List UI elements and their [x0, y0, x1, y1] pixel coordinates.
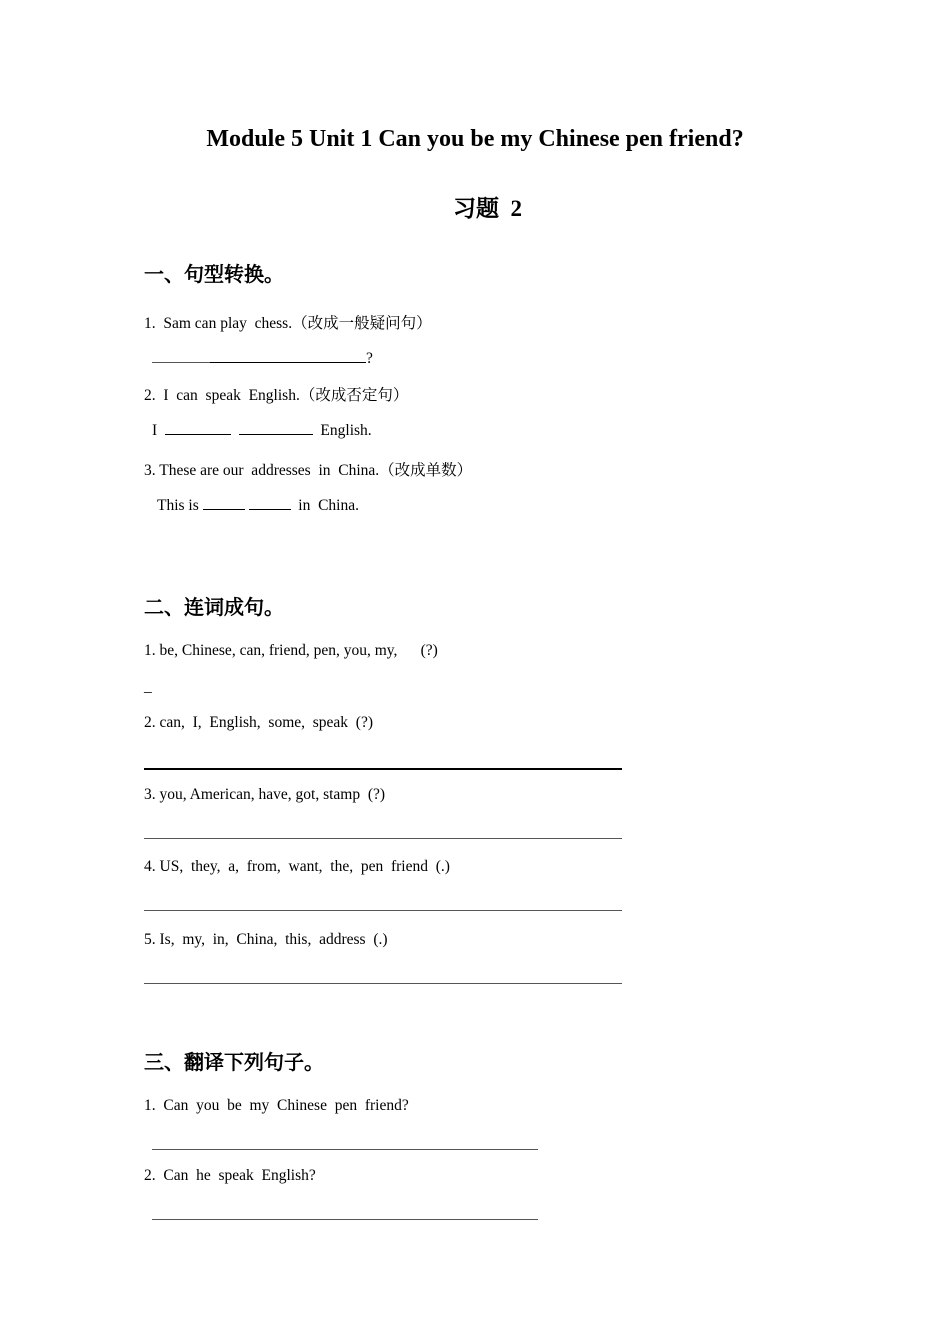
s2-a4-line[interactable] [144, 910, 622, 911]
s1-a1[interactable] [152, 348, 373, 368]
s1-q2: 2. I can speak English.（改成否定句） [144, 387, 409, 404]
section3-heading: 三、翻译下列句子。 [144, 1050, 324, 1074]
s3-a2-line[interactable] [152, 1219, 538, 1220]
s1-a3-prefix: This is [157, 497, 199, 514]
s2-a5-line[interactable] [144, 983, 622, 984]
s1-a3[interactable] [157, 495, 359, 515]
s2-a3-line[interactable] [144, 838, 622, 839]
s1-a1-suffix: ? [366, 350, 373, 367]
section2-heading: 二、连词成句。 [144, 595, 284, 619]
s1-a2-prefix: I [152, 422, 158, 439]
s2-q5: 5. Is, my, in, China, this, address (.) [144, 931, 388, 948]
s1-a2-suffix: English. [320, 422, 372, 439]
s2-a2-line[interactable] [144, 768, 622, 770]
s2-q3: 3. you, American, have, got, stamp (?) [144, 786, 386, 803]
section1-heading: 一、句型转换。 [144, 262, 284, 286]
s1-q1: 1. Sam can play chess.（改成一般疑问句） [144, 315, 432, 332]
s1-a2[interactable] [152, 420, 372, 440]
document-title: Module 5 Unit 1 Can you be my Chinese pen friend? [206, 126, 744, 152]
s2-q2: 2. can, I, English, some, speak (?) [144, 714, 373, 731]
s3-q2: 2. Can he speak English? [144, 1167, 316, 1184]
s3-q1: 1. Can you be my Chinese pen friend? [144, 1097, 409, 1114]
document-subtitle: 习题 2 [453, 196, 522, 221]
s2-q1: 1. be, Chinese, can, friend, pen, you, my, (?) [144, 642, 438, 659]
s3-a1-line[interactable] [152, 1149, 538, 1150]
s1-a3-suffix: in China. [298, 497, 359, 514]
s2-q4: 4. US, they, a, from, want, the, pen friend (.) [144, 858, 450, 875]
s1-q3: 3. These are our addresses in China.（改成单数） [144, 462, 473, 479]
s2-a1-mark: _ [144, 678, 152, 695]
